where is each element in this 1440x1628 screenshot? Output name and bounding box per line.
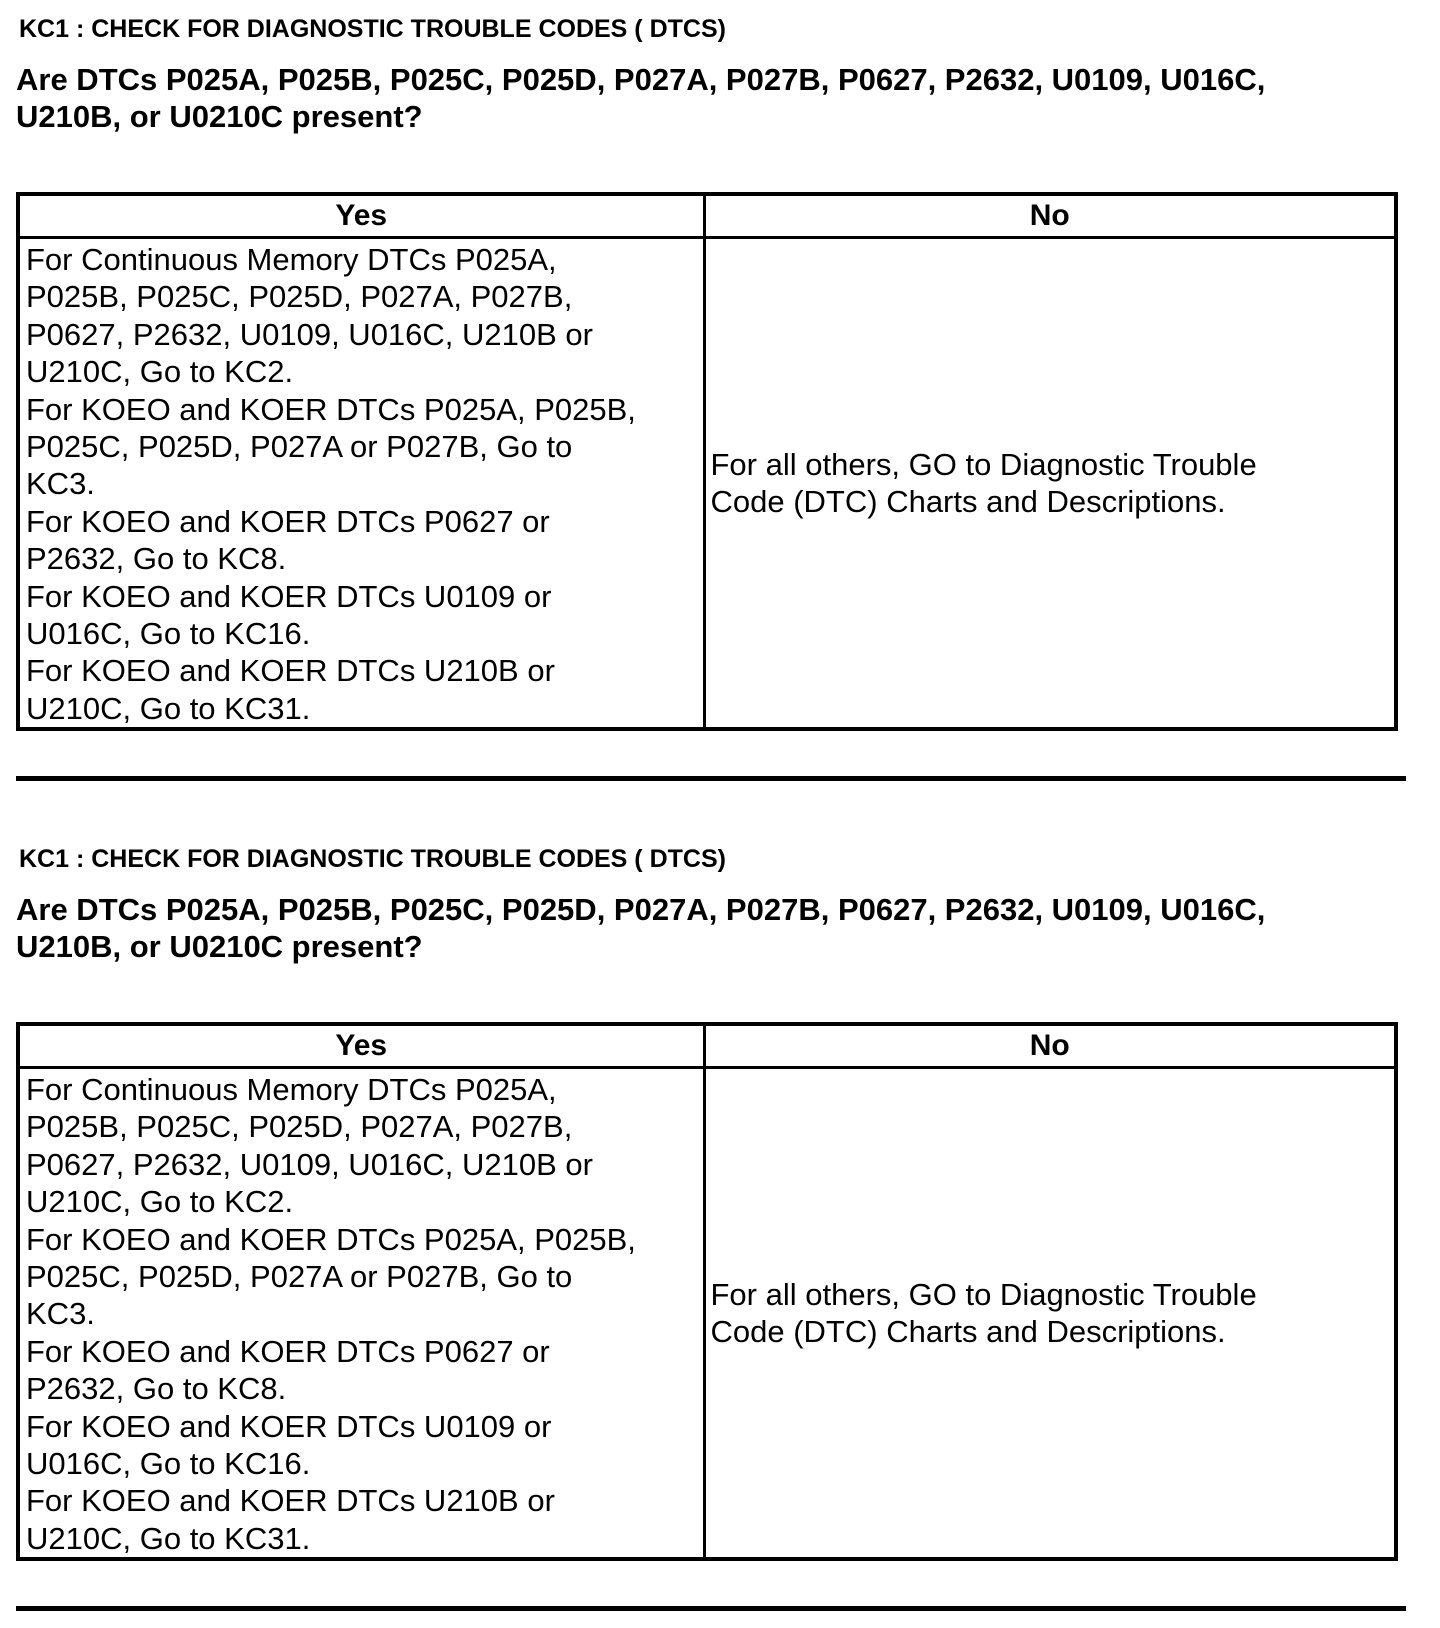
yes-result-line: KC3. [26, 1296, 95, 1332]
yes-result-line: For KOEO and KOER DTCs U0109 or [26, 1408, 552, 1444]
table-header-row [18, 194, 1396, 238]
yes-column-header: Yes [18, 194, 704, 238]
yes-result-line: U210C, Go to KC31. [26, 1520, 311, 1556]
table-header-row [18, 1024, 1396, 1068]
step-title: KC1 : CHECK FOR DIAGNOSTIC TROUBLE CODES ( DTCS) [19, 15, 726, 43]
yes-result-line: For KOEO and KOER DTCs P025A, P025B, [26, 1221, 636, 1257]
no-column-header: No [704, 194, 1396, 238]
question-line: U210B, or U0210C present? [16, 99, 423, 134]
yes-result-line: P2632, Go to KC8. [26, 1371, 287, 1407]
table-row [18, 238, 1396, 730]
question-line: U210B, or U0210C present? [16, 929, 423, 964]
yes-result-line: P025C, P025D, P027A or P027B, Go to [26, 1259, 573, 1295]
yes-result-line: P0627, P2632, U0109, U016C, U210B or [26, 1146, 593, 1182]
yes-result-line: For KOEO and KOER DTCs P0627 or [26, 1333, 550, 1369]
yes-result-line: For Continuous Memory DTCs P025A, [26, 242, 557, 277]
yes-result-line: P025C, P025D, P027A or P027B, Go to [26, 429, 573, 465]
no-result-line: Code (DTC) Charts and Descriptions. [710, 484, 1226, 520]
yes-result-line: P2632, Go to KC8. [26, 541, 287, 577]
yes-result-line: For KOEO and KOER DTCs U210B or [26, 653, 555, 689]
table-row [18, 1068, 1396, 1560]
yes-no-result-table [16, 1022, 1398, 1561]
no-result-line: For all others, GO to Diagnostic Trouble [710, 447, 1257, 483]
yes-no-result-table [16, 192, 1398, 731]
no-result-cell [704, 1068, 1396, 1560]
no-result-line: Code (DTC) Charts and Descriptions. [710, 1314, 1226, 1350]
question-line: Are DTCs P025A, P025B, P025C, P025D, P027A, P027B, P0627, P2632, U0109, U016C, [16, 62, 1266, 97]
yes-result-line: For Continuous Memory DTCs P025A, [26, 1072, 557, 1107]
yes-result-line: For KOEO and KOER DTCs U0109 or [26, 578, 552, 614]
yes-column-header: Yes [18, 1024, 704, 1068]
yes-result-line: U210C, Go to KC2. [26, 354, 294, 390]
yes-result-cell [18, 238, 704, 730]
step-title: KC1 : CHECK FOR DIAGNOSTIC TROUBLE CODES ( DTCS) [19, 845, 726, 873]
section-divider [16, 1606, 1406, 1611]
yes-result-line: P0627, P2632, U0109, U016C, U210B or [26, 316, 593, 352]
yes-result-line: U210C, Go to KC2. [26, 1184, 294, 1220]
yes-result-cell [18, 1068, 704, 1560]
yes-result-line: U016C, Go to KC16. [26, 616, 311, 652]
no-result-cell [704, 238, 1396, 730]
yes-result-line: P025B, P025C, P025D, P027A, P027B, [26, 1109, 573, 1145]
question-line: Are DTCs P025A, P025B, P025C, P025D, P027A, P027B, P0627, P2632, U0109, U016C, [16, 892, 1266, 927]
yes-result-line: U210C, Go to KC31. [26, 690, 311, 726]
yes-result-line: For KOEO and KOER DTCs P025A, P025B, [26, 391, 636, 427]
yes-result-line: For KOEO and KOER DTCs U210B or [26, 1483, 555, 1519]
section-divider [16, 776, 1406, 781]
step-question [16, 61, 1396, 135]
no-column-header: No [704, 1024, 1396, 1068]
yes-result-line: U016C, Go to KC16. [26, 1446, 311, 1482]
no-result-line: For all others, GO to Diagnostic Trouble [710, 1277, 1257, 1313]
yes-result-line: P025B, P025C, P025D, P027A, P027B, [26, 279, 573, 315]
step-question [16, 891, 1396, 965]
yes-result-line: KC3. [26, 466, 95, 502]
yes-result-line: For KOEO and KOER DTCs P0627 or [26, 503, 550, 539]
